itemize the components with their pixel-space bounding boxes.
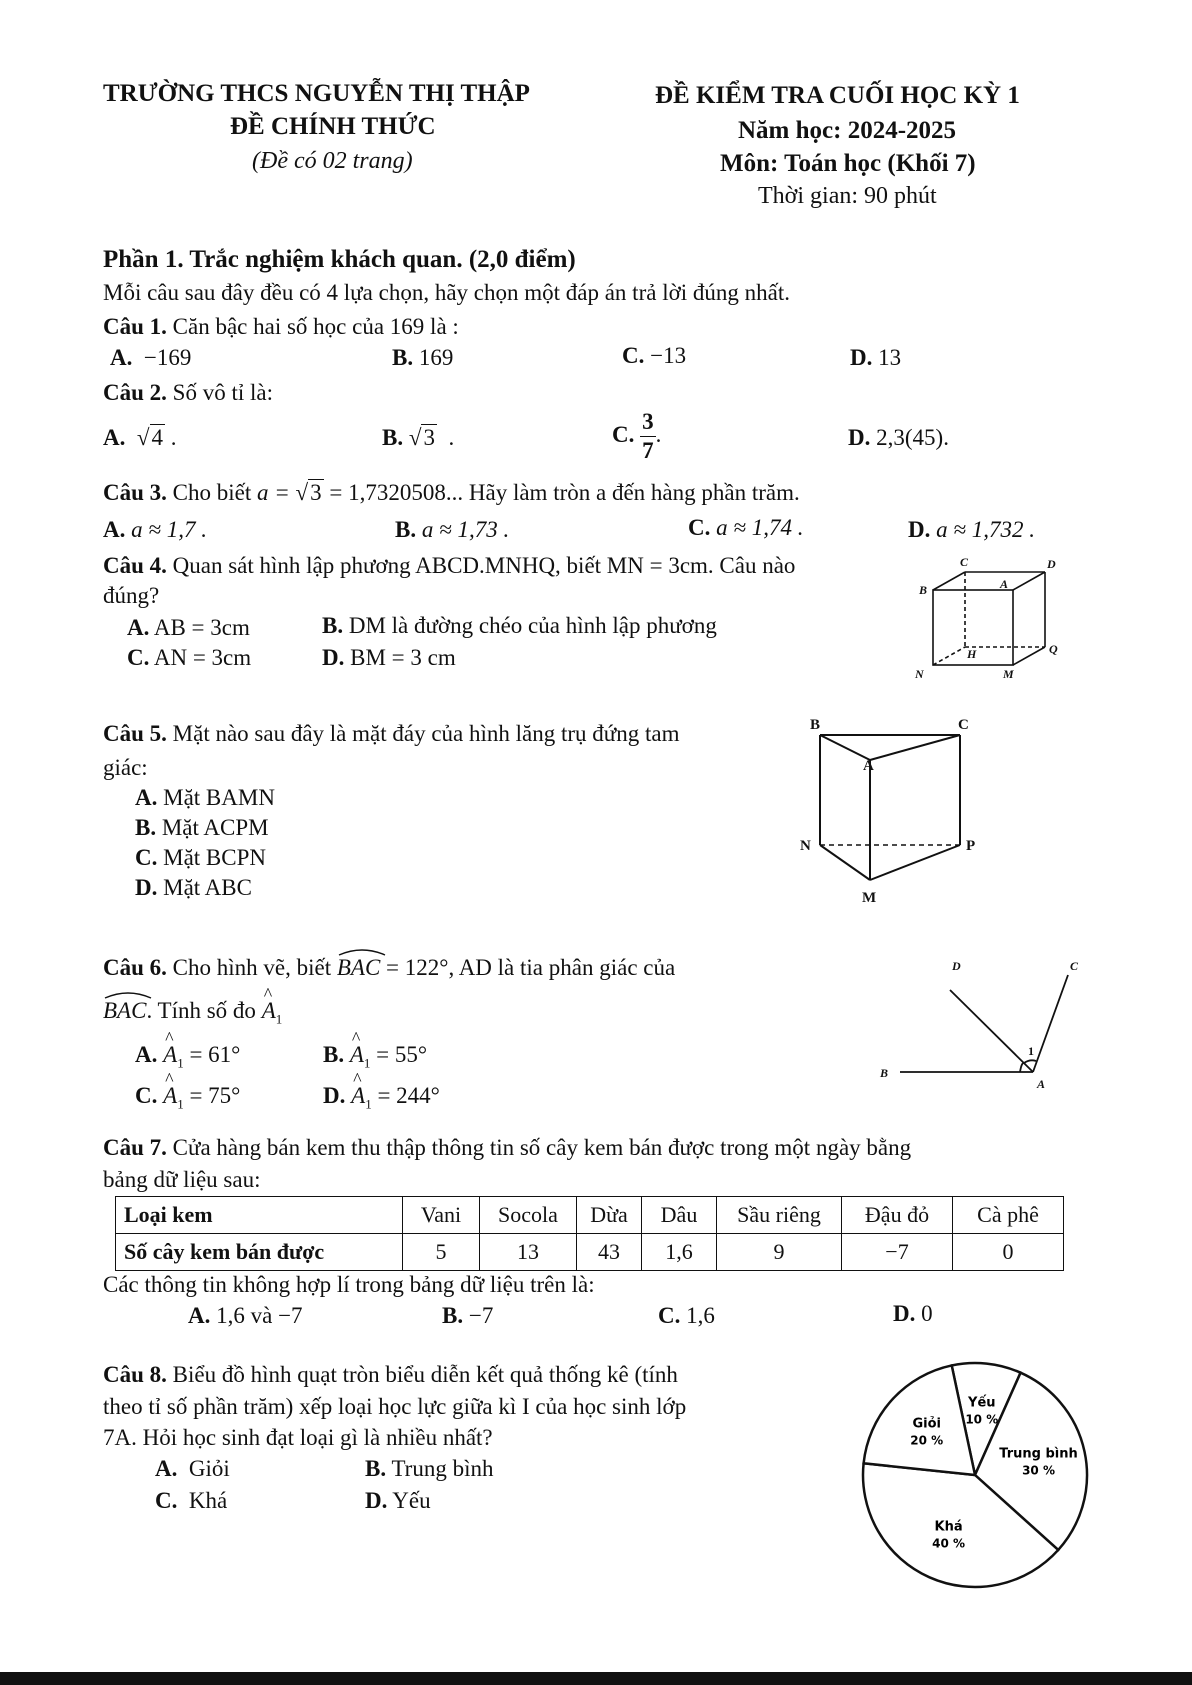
q2-b-radicand: 3 <box>423 425 435 450</box>
q2-a-radicand: 4 <box>151 425 163 450</box>
prism-figure <box>790 715 1000 910</box>
q4-option-a <box>127 615 250 641</box>
q6-angle-bac <box>337 955 380 981</box>
pie-slice-value: 10 % <box>965 1412 999 1427</box>
cube-label-d: D <box>1047 557 1056 571</box>
q7-b-value: −7 <box>468 1303 494 1328</box>
q3-option-a <box>103 517 207 543</box>
part1-instruction: Mỗi câu sau đây đều có 4 lựa chọn, hãy chọn một đáp án trả lời đúng nhất. <box>103 280 790 305</box>
q7-d-letter: D. <box>893 1301 916 1326</box>
q8-text-2: theo tỉ số phần trăm) xếp loại học lực giữa kì I của học sinh lớp <box>103 1394 687 1419</box>
q1-c-letter: C. <box>622 343 645 368</box>
q6-a-angle-sub: 1 <box>177 1055 184 1071</box>
table-row <box>116 1234 1064 1271</box>
pie-chart <box>855 1355 1095 1595</box>
q4-option-b <box>322 613 717 639</box>
q3-option-b <box>395 517 509 543</box>
q6-b-angle <box>350 1042 371 1072</box>
q2-option-a: A. √4 . <box>103 425 177 450</box>
q3-c-letter: C. <box>688 515 711 540</box>
q3-text-pre: Cho biết <box>172 480 252 505</box>
table-cell: Cà phê <box>953 1197 1064 1234</box>
school-year: Năm học: 2024-2025 <box>738 117 957 144</box>
cube-edge <box>1013 572 1045 590</box>
q2-c-numerator: 3 <box>640 408 656 437</box>
q6-b-angle-sub: 1 <box>363 1055 371 1071</box>
q6-a1-letter: A <box>261 998 276 1023</box>
angle-label-b: B <box>880 1066 889 1080</box>
table-cell: Sầu riêng <box>717 1197 842 1234</box>
q5-text-1: Mặt nào sau đây là mặt đáy của hình lăng trụ đứng tam <box>172 721 680 746</box>
q6-angle-bac-2-text: BAC <box>103 998 147 1023</box>
q5-label: Câu 5. <box>103 721 167 746</box>
q2-c-denominator: 7 <box>642 438 654 463</box>
table-row <box>116 1197 1064 1234</box>
q6-a-angle <box>163 1042 184 1072</box>
q7-c-value: 1,6 <box>686 1303 715 1328</box>
q3-d-letter: D. <box>908 517 931 542</box>
q6-text-pre: Cho hình vẽ, biết <box>172 955 332 980</box>
q6-a1-sub: 1 <box>275 1011 283 1027</box>
q2-a-letter: A. <box>103 425 126 450</box>
question-2 <box>103 380 273 406</box>
angle-label-a: A <box>1037 1077 1046 1091</box>
q1-d-letter: D. <box>850 345 873 370</box>
school-name: TRƯỜNG THCS NGUYỄN THỊ THẬP <box>103 80 530 107</box>
table-cell: Đậu đỏ <box>842 1197 953 1234</box>
q7-d-value: 0 <box>921 1301 933 1326</box>
q7-a-letter: A. <box>188 1303 211 1328</box>
prism-edge-ca <box>870 735 960 760</box>
cube-label-a: A <box>1000 577 1009 591</box>
q2-b-letter: B. <box>382 425 404 450</box>
q6-option-b <box>323 1042 427 1072</box>
q8-c-value: Khá <box>188 1488 228 1513</box>
cube-label-m: M <box>1003 667 1014 681</box>
q8-a-letter: A. <box>155 1456 178 1481</box>
q3-a-letter: A. <box>103 517 126 542</box>
q3-expr-a: a = <box>257 480 296 505</box>
q7-text-1: Cửa hàng bán kem thu thập thông tin số cây kem bán được trong một ngày bằng <box>172 1135 912 1160</box>
prism-label-p: P <box>966 838 976 854</box>
q4-c-letter: C. <box>127 645 150 670</box>
q2-c-letter: C. <box>612 421 635 447</box>
q5-b-letter: B. <box>135 815 157 840</box>
question-7 <box>103 1135 911 1161</box>
pie-slice-label: Khá <box>934 1519 963 1535</box>
q7-a-value: 1,6 và −7 <box>216 1303 303 1328</box>
pie-slice-label: Trung bình <box>999 1446 1078 1462</box>
q4-d-letter: D. <box>322 645 345 670</box>
table-cell: 9 <box>717 1234 842 1271</box>
q7-option-a <box>188 1303 303 1329</box>
q6-b-value: = 55° <box>370 1042 428 1067</box>
subject: Môn: Toán học (Khối 7) <box>720 150 976 177</box>
q3-option-c <box>688 515 804 541</box>
q4-a-value: AB = 3cm <box>153 615 250 640</box>
table-cell: −7 <box>842 1234 953 1271</box>
q5-option-b <box>135 815 269 841</box>
angle-label-1: 1 <box>1028 1044 1034 1058</box>
exam-title: ĐỀ KIỂM TRA CUỐI HỌC KỲ 1 <box>655 82 1020 109</box>
q2-text: Số vô tỉ là: <box>172 380 273 405</box>
question-3 <box>103 480 800 506</box>
sqrt-symbol: √3 <box>408 425 435 450</box>
q8-option-d <box>365 1488 431 1514</box>
q6-text-post: , AD là tia phân giác của <box>448 955 676 980</box>
q1-b-value: 169 <box>418 345 454 370</box>
q6-angle-value: = 122° <box>380 955 449 980</box>
q5-text-2: giác: <box>103 755 148 780</box>
q5-option-d <box>135 875 252 901</box>
q2-option-b: B. √3 . <box>382 425 455 450</box>
q7-option-c <box>658 1303 715 1329</box>
q5-a-letter: A. <box>135 785 158 810</box>
q6-option-c <box>135 1083 240 1113</box>
angle-label-c: C <box>1070 959 1079 973</box>
q6-d-letter: D. <box>323 1083 346 1108</box>
q6-b-angle-letter: A <box>349 1042 364 1067</box>
q4-d-value: BM = 3 cm <box>350 645 456 670</box>
table-cell: 43 <box>577 1234 642 1271</box>
question-1 <box>103 314 459 340</box>
q6-label: Câu 6. <box>103 955 167 980</box>
q6-c-angle-sub: 1 <box>177 1096 184 1112</box>
q3-a-value: a ≈ 1,7 . <box>131 517 207 542</box>
prism-edge-ba <box>820 735 870 760</box>
q6-d-value: = 244° <box>371 1083 440 1108</box>
q3-c-value: a ≈ 1,74 . <box>716 515 804 540</box>
q4-option-d <box>322 645 456 671</box>
q2-c-fraction <box>640 408 656 465</box>
q8-text-1: Biểu đồ hình quạt tròn biểu diễn kết quả thống kê (tính <box>172 1362 678 1387</box>
q7-b-letter: B. <box>442 1303 464 1328</box>
cube-hidden-edge <box>933 647 965 665</box>
q5-option-c <box>135 845 266 871</box>
prism-label-b: B <box>810 717 821 733</box>
table-cell: Dừa <box>577 1197 642 1234</box>
prism-label-m: M <box>862 890 877 906</box>
q6-d-angle-letter: A <box>351 1083 366 1108</box>
exam-time: Thời gian: 90 phút <box>758 183 937 209</box>
q2-label: Câu 2. <box>103 380 167 405</box>
q1-option-c <box>622 343 686 369</box>
scan-bottom-border <box>0 1672 1192 1685</box>
question-5 <box>103 721 680 747</box>
q4-b-value: DM là đường chéo của hình lập phương <box>348 613 717 638</box>
official-label: ĐỀ CHÍNH THỨC <box>230 113 436 140</box>
angle-figure <box>870 955 1090 1095</box>
q3-expr-b: = 1,7320508... <box>323 480 464 505</box>
q4-b-letter: B. <box>322 613 344 638</box>
q2-d-letter: D. <box>848 425 871 450</box>
q6-a-angle-letter: A <box>163 1042 178 1067</box>
pie-slice-value: 40 % <box>932 1536 966 1551</box>
q5-option-a <box>135 785 275 811</box>
cube-label-n: N <box>915 667 924 681</box>
pages-note: (Đề có 02 trang) <box>252 148 413 174</box>
question-6 <box>103 955 675 981</box>
prism-label-n: N <box>800 838 811 854</box>
q8-text-3: 7A. Hỏi học sinh đạt loại gì là nhiều nhất? <box>103 1425 493 1450</box>
angle-label-d: D <box>952 959 961 973</box>
cube-label-h: H <box>967 647 977 661</box>
table-cell: 13 <box>480 1234 577 1271</box>
q7-c-letter: C. <box>658 1303 681 1328</box>
q1-a-value: −169 <box>143 345 192 370</box>
arc-symbol <box>337 945 387 957</box>
cube-label-b: B <box>919 583 928 597</box>
q1-d-value: 13 <box>878 345 902 370</box>
q6-angle-bac-2 <box>103 998 146 1024</box>
prism-label-a: A <box>863 758 874 774</box>
q7-option-d <box>893 1301 933 1327</box>
sqrt-symbol: √4 <box>136 425 163 450</box>
cube-label-c: C <box>960 555 969 569</box>
q8-d-value: Yếu <box>392 1488 431 1513</box>
q7-text-2: bảng dữ liệu sau: <box>103 1167 261 1192</box>
q1-label: Câu 1. <box>103 314 167 339</box>
q8-option-b <box>365 1456 493 1482</box>
q8-d-letter: D. <box>365 1488 388 1513</box>
table-cell: Socola <box>480 1197 577 1234</box>
q7-label: Câu 7. <box>103 1135 167 1160</box>
q4-text-1: Quan sát hình lập phương ABCD.MNHQ, biết MN = 3cm. Câu nào <box>172 553 796 578</box>
ice-cream-table <box>115 1196 1064 1271</box>
table-row-label: Số cây kem bán được <box>116 1234 403 1271</box>
q3-b-value: a ≈ 1,73 . <box>421 517 510 542</box>
q3-text-post: Hãy làm tròn a đến hàng phần trăm. <box>468 480 800 505</box>
ray-ad <box>950 990 1033 1072</box>
q6-b-letter: B. <box>323 1042 345 1067</box>
sqrt-symbol: √3 <box>295 480 322 505</box>
pie-slice-value: 30 % <box>1022 1463 1055 1478</box>
q1-a-letter: A. <box>110 345 133 370</box>
q8-label: Câu 8. <box>103 1362 167 1387</box>
prism-label-c: C <box>958 717 969 733</box>
pie-slice-value: 20 % <box>910 1433 944 1448</box>
q8-b-letter: B. <box>365 1456 387 1481</box>
part1-title: Phần 1. Trắc nghiệm khách quan. (2,0 điểm) <box>103 246 576 273</box>
q8-option-c <box>155 1488 227 1514</box>
q2-option-c: C. $\frac{3}{7}$ . <box>612 409 662 463</box>
angle-mark <box>1024 1060 1036 1063</box>
q1-option-d <box>850 345 901 371</box>
prism-edge-pm <box>870 845 960 880</box>
angle-mark <box>1020 1063 1025 1072</box>
q6-d-angle <box>351 1083 372 1113</box>
q3-d-value: a ≈ 1,732 . <box>936 517 1035 542</box>
q4-a-letter: A. <box>127 615 150 640</box>
q5-c-letter: C. <box>135 845 158 870</box>
q3-radicand: 3 <box>310 480 322 505</box>
pie-slice-label: Giỏi <box>912 1416 941 1432</box>
q2-option-d <box>848 425 949 451</box>
q6-c-angle <box>163 1083 184 1113</box>
q6-text-2: . Tính số đo <box>146 998 256 1023</box>
q8-a-value: Giỏi <box>188 1456 230 1481</box>
q4-label: Câu 4. <box>103 553 167 578</box>
q1-option-a <box>110 345 191 371</box>
q1-option-b <box>392 345 453 371</box>
q4-text-2: đúng? <box>103 583 160 608</box>
q5-b-value: Mặt ACPM <box>161 815 269 840</box>
q6-option-a <box>135 1042 240 1072</box>
q3-label: Câu 3. <box>103 480 167 505</box>
q6-angle-a1 <box>262 998 283 1028</box>
q6-c-angle-letter: A <box>163 1083 178 1108</box>
q4-option-c <box>127 645 251 671</box>
question-4 <box>103 553 795 579</box>
q6-c-letter: C. <box>135 1083 158 1108</box>
table-cell: Dâu <box>642 1197 717 1234</box>
q1-text: Căn bậc hai số học của 169 là : <box>172 314 459 339</box>
cube-edge <box>1013 647 1045 665</box>
q5-d-letter: D. <box>135 875 158 900</box>
q6-angle-bac-text: BAC <box>336 955 381 980</box>
q4-c-value: AN = 3cm <box>153 645 252 670</box>
table-cell: 5 <box>403 1234 480 1271</box>
q7-option-b <box>442 1303 493 1329</box>
q6-line-2 <box>103 998 282 1028</box>
table-header-label: Loại kem <box>116 1197 403 1234</box>
prism-edge-nm <box>820 845 870 880</box>
q5-a-value: Mặt BAMN <box>163 785 275 810</box>
q7-question: Các thông tin không hợp lí trong bảng dữ liệu trên là: <box>103 1272 595 1297</box>
q1-b-letter: B. <box>392 345 414 370</box>
q6-option-d <box>323 1083 440 1113</box>
question-8 <box>103 1362 678 1388</box>
cube-figure <box>905 550 1085 690</box>
table-cell: Vani <box>403 1197 480 1234</box>
q6-a-value: = 61° <box>183 1042 241 1067</box>
q8-c-letter: C. <box>155 1488 178 1513</box>
q5-d-value: Mặt ABC <box>163 875 252 900</box>
q6-d-angle-sub: 1 <box>365 1096 372 1112</box>
q2-d-value: 2,3(45). <box>876 425 949 450</box>
q6-c-value: = 75° <box>183 1083 241 1108</box>
q6-a-letter: A. <box>135 1042 158 1067</box>
arc-symbol <box>103 988 153 1000</box>
q1-c-value: −13 <box>650 343 687 368</box>
table-cell: 1,6 <box>642 1234 717 1271</box>
table-cell: 0 <box>953 1234 1064 1271</box>
pie-slice-label: Yếu <box>968 1395 996 1411</box>
q3-b-letter: B. <box>395 517 417 542</box>
ray-ac <box>1033 975 1068 1072</box>
q5-c-value: Mặt BCPN <box>163 845 267 870</box>
cube-edge <box>933 572 965 590</box>
q3-option-d <box>908 517 1035 543</box>
q8-b-value: Trung bình <box>391 1456 494 1481</box>
q8-option-a <box>155 1456 230 1482</box>
cube-label-q: Q <box>1049 642 1058 656</box>
